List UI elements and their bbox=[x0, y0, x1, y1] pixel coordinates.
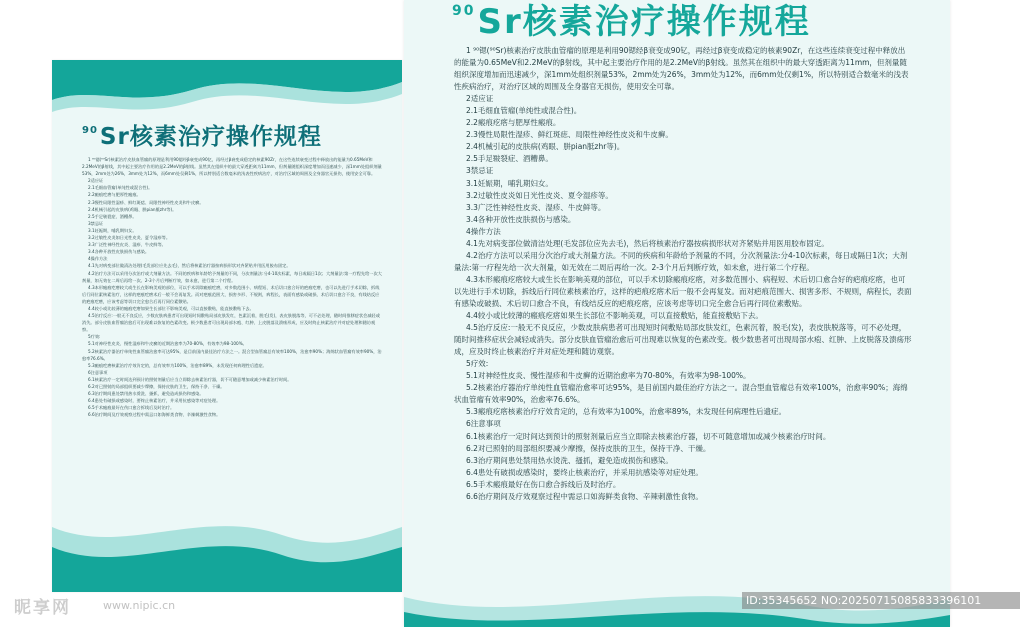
right-section-line: 4.5治疗反应:一般无不良反应，少数皮肤病患者可出现短时间敷贴局部皮肤发红，色素沉着，脱毛(发)，表皮肤脱落等，可不必处理，随时间推移症状会减轻或消失。部分皮肤血管瘤治愈后可出现难以恢复的色素改变。极少数患者可出现局部水疱、红肿、上皮脱落及溃疡形成，应及时终止核素治疗并对症处理和随访观察。 bbox=[454, 323, 912, 357]
left-section-line: 2适应证 bbox=[88, 178, 104, 184]
left-section-line: 5.3瘢痕疙瘩核素治疗疗效肯定的，总有效率为100%，治愈率89%，未发现任何病理性后遗症。 bbox=[88, 362, 267, 368]
right-section-line: 3.4各种开放性皮肤损伤与感染。 bbox=[466, 214, 576, 224]
left-section-line: 6.3治疗期间患处禁用热水烫洗、搔抓，避免造成损伤和感染。 bbox=[88, 391, 204, 397]
left-section-line: 6.4患处有破损或感染时，要终止核素治疗，并采用抗感染等对症处理。 bbox=[88, 398, 221, 404]
left-poster-body bbox=[82, 156, 382, 418]
right-section-line: 3禁忌证 bbox=[466, 166, 494, 176]
image-id-label: ID:35345652 NO:20250715085833396101 bbox=[742, 592, 1020, 609]
left-section-line: 4.5治疗反应:一般无不良反应，少数皮肤病患者可出现短时间敷贴局部皮肤发红，色素沉着，脱毛(发)，表皮肤脱落等，可不必处理，随时间推移症状会减轻或消失。部分皮肤血管瘤治愈后可出现难以恢复的色素改变。极少数患者可出现局部水疱、红肿、上皮脱落及溃疡形成，应及时终止核素治疗并对症处理和随访观察。 bbox=[82, 313, 380, 333]
left-section-line: 2.1毛细血管瘤(单纯性或混合性)。 bbox=[88, 185, 153, 191]
right-intro-paragraph: 1 ⁹⁰锶(⁹⁰Sr)核素治疗皮肤血管瘤的原理是利用90锶经β衰变成90钇，再经过β衰变成稳定的核素90Zr，在这些连续衰变过程中释放出的能量为0.65MeV和2.2MeV的β射线，其中起主要治疗作用的是2.2MeV的β射线。虽然其在组织中的最大穿透距离为11mm，但剂量随组织深度增加而迅速减少，深1mm处组织剂量53%，2mm处为26%，3mm处为12%，而6mm处仅剩1%，所以特别适合数毫米的浅表性疾病治疗，对治疗区域的周围及全身器官无损伤，使用安全可靠。 bbox=[454, 46, 909, 92]
right-section-line: 6.1核素治疗一定时间达到预计的照射剂量后应当立即除去核素治疗器，切不可随意增加或减少核素治疗时间。 bbox=[466, 431, 831, 441]
left-section-line: 3.4各种开放性皮肤损伤与感染。 bbox=[88, 249, 150, 255]
right-section-line: 5.1对神经性皮炎、慢性湿疹和牛皮癣的近期治愈率为70-80%，有效率为98-100%。 bbox=[466, 371, 751, 381]
left-section-line: 2.2瘢痕疙瘩与肥厚性瘢痕。 bbox=[88, 192, 141, 198]
right-section-line: 4操作方法 bbox=[466, 226, 501, 236]
left-section-line: 3.3广泛性神经性皮炎、湿疹、牛皮鲜等。 bbox=[88, 242, 166, 248]
right-section-line: 2.1毛细血管瘤(单纯性或混合性)。 bbox=[466, 106, 582, 116]
left-section-line: 4.2治疗方法可以采用分次治疗或大剂量方法。不同的疾病和年龄给予剂量的不同，分次剂量法:分4-10次标素，每日或隔日1次；大剂量法:第一疗程先给一次大剂量，如无效在二周后再给一次。2-3个月后判断疗效，如未愈，进行第二个疗程。 bbox=[82, 270, 382, 283]
right-section-line: 5疗效: bbox=[466, 359, 489, 369]
right-section-line: 6.4患处有破损或感染时，要终止核素治疗，并采用抗感染等对症处理。 bbox=[466, 467, 703, 477]
right-section-line: 5.3瘢痕疙瘩核素治疗疗效肯定的，总有效率为100%，治愈率89%，未发现任何病理性后遗症。 bbox=[466, 407, 787, 417]
right-section-line: 4.2治疗方法可以采用分次治疗或大剂量方法。不同的疾病和年龄给予剂量的不同，分次剂量法:分4-10次标素，每日或隔日1次；大剂量法:第一疗程先给一次大剂量，如无效在二周后再给一次。2-3个月后判断疗效，如未愈，进行第二个疗程。 bbox=[454, 250, 908, 272]
right-section-line: 4.3本形瘢痕疙瘩较大或生长在影响美观的部位，可以手术切除瘢痕疙瘩，对多数范围小、病程短、术后切口愈合好的疤痕疙瘩，也可以先进行手术切除，拆线后行同位素核素治疗，这样的疤痕疙瘩术后一般不会再复发。而对疤痕范围大、损害多形、不规则，病程长，表面有感染或破损、术后切口愈合不良，有线结反应的疤痕疙瘩，应该考虑等切口完全愈合后再行同位素敷贴。 bbox=[454, 274, 912, 308]
left-section-line: 4操作方法 bbox=[88, 256, 108, 262]
left-section-line: 6注意事项 bbox=[88, 369, 108, 375]
left-section-line: 5.2核素治疗器治疗单纯性血管瘤治愈率可达95%，是目前国内最佳治疗方法之一。混合型血管瘤总有效率100%，治愈率90%；海绵状血管瘤有效率90%，治愈率76.6%。 bbox=[82, 348, 382, 361]
right-poster-board bbox=[404, 0, 950, 627]
right-section-line: 2.3慢性局限性湿疹、鲜红斑痣、局限性神经性皮炎和牛皮癣。 bbox=[466, 130, 673, 140]
left-section-line: 6.1核素治疗一定时间达到预计的照射剂量后应当立即除去核素治疗器，切不可随意增加或减少核素治疗时间。 bbox=[88, 376, 292, 382]
right-section-line: 6注意事项 bbox=[466, 419, 501, 429]
right-section-line: 6.5手术瘢痕最好在伤口愈合拆线后及时治疗。 bbox=[466, 479, 621, 489]
right-section-line: 3.1妊娠期，哺乳期妇女。 bbox=[466, 178, 553, 188]
left-intro-paragraph: 1 ⁹⁰锶(⁹⁰Sr)核素治疗皮肤血管瘤的原理是利用90锶经β衰变成90钇，再经过β衰变成稳定的核素90Zr，在这些连续衰变过程中释放出的能量为0.65MeV和2.2MeV的β射线，其中起主要治疗作用的是2.2MeV的β射线。虽然其在组织中的最大穿透距离为11mm，但剂量随组织深度增加而迅速减少，深1mm处组织剂量53%，2mm处为26%，3mm处为12%，而6mm处仅剩1%，所以特别适合数毫米的浅表性疾病治疗，对治疗区域的周围及全身器官无损伤，使用安全可靠。 bbox=[82, 157, 382, 177]
right-section-line: 4.1先对病变部位做清洁处理(毛发部位应先去毛)，然后将核素治疗器按病损形状对齐紧贴并用医用胶布固定。 bbox=[466, 238, 829, 248]
right-poster-title: $^{90}$Sr核素治疗操作规程 bbox=[452, 2, 811, 42]
left-poster-title: $^{90}$Sr核素治疗操作规程 bbox=[82, 124, 322, 150]
right-section-line: 2适应证 bbox=[466, 94, 494, 104]
left-section-line: 2.4机械引起的皮肤病(鸡眼、胼pian胝zhr等)。 bbox=[88, 206, 177, 212]
right-section-line: 3.3广泛性神经性皮炎、湿疹、牛皮鲜等。 bbox=[466, 202, 606, 212]
left-section-line: 3.2过敏性皮炎如日光性皮炎、夏令湿疹等。 bbox=[88, 235, 171, 241]
right-section-line: 2.4机械引起的皮肤病(鸡眼、胼pian胝zhr等)。 bbox=[466, 142, 625, 152]
right-section-line: 2.5手足皲裂症、酒糟鼻。 bbox=[466, 154, 553, 164]
left-poster-board bbox=[52, 60, 402, 592]
left-section-line: 2.5手足皲裂症、酒糟鼻。 bbox=[88, 213, 137, 219]
left-section-line: 6.6治疗期间及疗效观察过程中需忌口如海鲜类食物、辛辣刺激性食物。 bbox=[88, 412, 221, 418]
watermark-logo: 昵享网 bbox=[14, 598, 71, 618]
right-section-line: 2.2瘢痕疙瘩与肥厚性瘢痕。 bbox=[466, 118, 561, 128]
left-section-line: 5.1对神经性皮炎、慢性湿疹和牛皮癣的近期治愈率为70-80%，有效率为98-100%。 bbox=[88, 341, 247, 347]
left-section-line: 3禁忌证 bbox=[88, 220, 104, 226]
right-section-line: 4.4较小或比较薄的瘢痕疙瘩如果生长部位不影响美观，可以直接敷贴，能直接敷贴下去。 bbox=[466, 311, 763, 321]
watermark-url: www.nipic.cn bbox=[103, 599, 176, 612]
right-section-line: 6.2对已照射的局部组织要减少摩擦，保持皮肤的卫生，保持干净、干燥。 bbox=[466, 443, 711, 453]
bottom-wave-decoration bbox=[52, 497, 402, 592]
left-section-line: 6.5手术瘢痕最好在伤口愈合拆线后及时治疗。 bbox=[88, 405, 175, 411]
left-section-line: 4.1先对病变部位做清洁处理(毛发部位应先去毛)，然后将核素治疗器按病损形状对齐紧贴并用医用胶布固定。 bbox=[88, 263, 291, 269]
left-section-line: 6.2对已照射的局部组织要减少摩擦，保持皮肤的卫生，保持干净、干燥。 bbox=[88, 384, 225, 389]
right-section-line: 6.3治疗期间患处禁用热水烫洗、搔抓，避免造成损伤和感染。 bbox=[466, 455, 673, 465]
right-section-line: 5.2核素治疗器治疗单纯性血管瘤治愈率可达95%，是目前国内最佳治疗方法之一。混合型血管瘤总有效率100%，治愈率90%；海绵状血管瘤有效率90%，治愈率76.6%。 bbox=[454, 383, 908, 405]
left-section-line: 2.3慢性局限性湿疹、鲜红斑痣、局限性神经性皮炎和牛皮癣。 bbox=[88, 199, 204, 205]
left-section-line: 4.4较小或比较薄的瘢痕疙瘩如果生长部位不影响美观，可以直接敷贴，能直接敷贴下去。 bbox=[88, 305, 254, 311]
right-poster-body bbox=[454, 45, 912, 503]
left-section-line: 5疗效: bbox=[88, 334, 101, 340]
left-section-line: 3.1妊娠期，哺乳期妇女。 bbox=[88, 227, 137, 233]
right-section-line: 3.2过敏性皮炎如日光性皮炎、夏令湿疹等。 bbox=[466, 190, 613, 200]
left-section-line: 4.3本形瘢痕疙瘩较大或生长在影响美观的部位，可以手术切除瘢痕疙瘩，对多数范围小、病程短、术后切口愈合好的疤痕疙瘩，也可以先进行手术切除，拆线后行同位素核素治疗，这样的疤痕疙瘩术后一般不会再复发。而对疤痕范围大、损害多形、不规则，病程长，表面有感染或破损、术后切口愈合不良，有线结反应的疤痕疙瘩，应该考虑等切口完全愈合后再行同位素敷贴。 bbox=[82, 284, 380, 304]
right-section-line: 6.6治疗期间及疗效观察过程中需忌口如海鲜类食物、辛辣刺激性食物。 bbox=[466, 491, 703, 501]
